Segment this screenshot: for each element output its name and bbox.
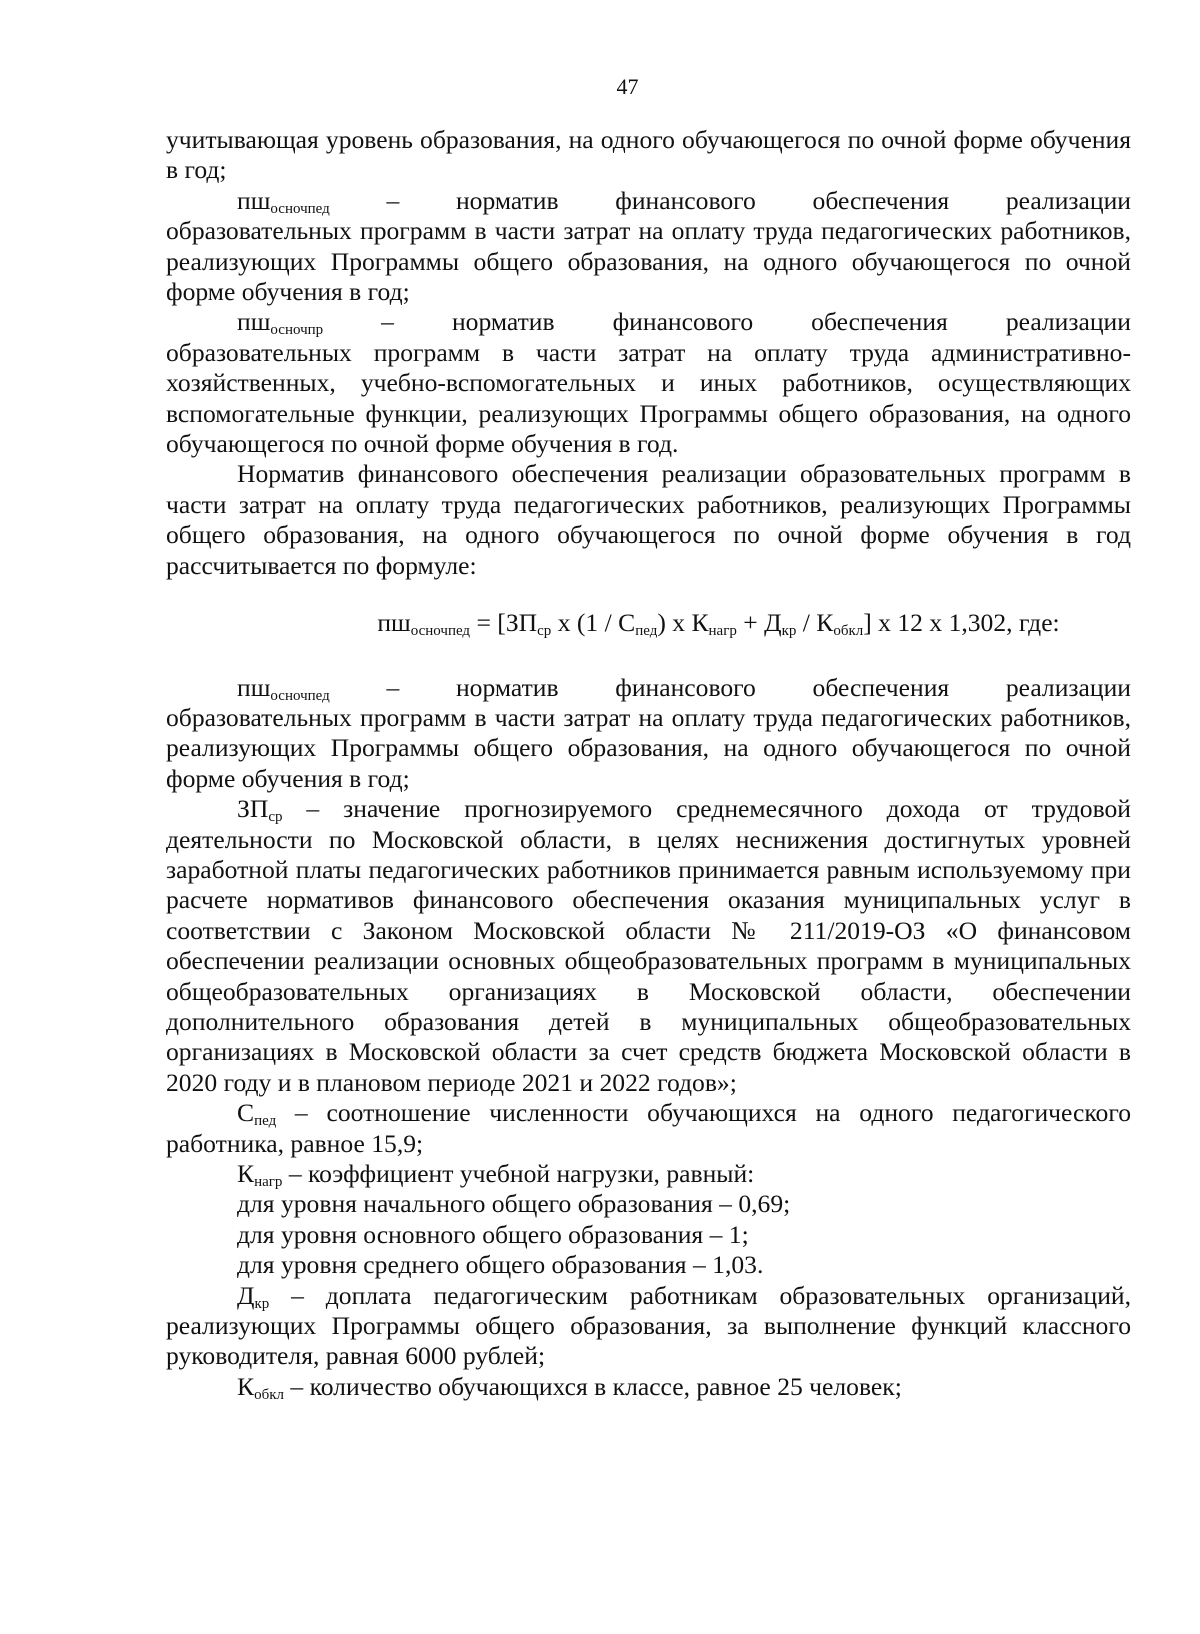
paragraph: образовательных программ в части затрат на оплату труда педагогических работников, реализующих Программы общего образования, на одного обучающегося по очной форме обучения в год; xyxy=(166,702,1131,793)
word: реализации xyxy=(1005,307,1131,337)
word: финансового xyxy=(615,185,756,215)
word: норматив xyxy=(455,185,559,215)
word: – xyxy=(386,672,400,702)
paragraph: $К_{обкл}$ – количество обучающихся в классе, равное 25 человек; xyxy=(237,1371,902,1403)
word: обеспечения xyxy=(811,307,948,337)
word: реализации xyxy=(1005,185,1131,215)
paragraph: образовательных программ в части затрат на оплату труда педагогических работников, реализующих Программы общего образования, на одного обучающегося по очной форме обучения в год; xyxy=(166,216,1131,307)
formula: $пш_{осночпед} = [ЗП_{ср}$ х $(1 / С_{пед})$ х $К_{нагр} + Д_{кр} / К_{обкл}$] х 12 х 1,302, где: xyxy=(377,608,1060,640)
definition-head xyxy=(166,186,1131,216)
paragraph: Норматив финансового обеспечения реализации образовательных программ в части затрат на оплату труда педагогических работников, реализующих Программы общего образования, на одного обучающегося по очной форме обучения в год рассчитывается по формуле: xyxy=(166,459,1131,580)
word: финансового xyxy=(615,672,756,702)
definition-head xyxy=(166,673,1131,703)
paragraph: $С_{пед}$ – соотношение численности обучающихся на одного педагогического работника, равное 15,9; xyxy=(166,1098,1131,1158)
document-body xyxy=(166,125,1131,1402)
word: норматив xyxy=(451,307,555,337)
definition-head xyxy=(166,307,1131,337)
word: норматив xyxy=(455,672,559,702)
paragraph: учитывающая уровень образования, на одного обучающегося по очной форме обучения в год; xyxy=(166,125,1131,185)
word: реализации xyxy=(1005,672,1131,702)
term: $пш_{осночпед}$ xyxy=(237,185,330,217)
word: финансового xyxy=(612,307,754,337)
paragraph: образовательных программ в части затрат на оплату труда административно-хозяйственных, учебно-вспомогательных и иных работников, осуществляющих вспомогательные функции, реализующих Программы общего образования, на одного обучающегося по очной форме обучения в год. xyxy=(166,337,1131,459)
paragraph: для уровня среднего общего образования – 1,03. xyxy=(237,1250,764,1280)
term: $пш_{осночпр}$ xyxy=(237,307,324,339)
word: – xyxy=(386,185,400,215)
page-number: 47 xyxy=(616,74,639,99)
word: – xyxy=(381,307,394,337)
word: обеспечения xyxy=(812,672,950,702)
paragraph: $К_{нагр}$ – коэффициент учебной нагрузки, равный: xyxy=(237,1159,755,1190)
paragraph: для уровня основного общего образования – 1; xyxy=(237,1219,749,1249)
paragraph: для уровня начального общего образования – 0,69; xyxy=(237,1189,791,1219)
paragraph: $ЗП_{ср}$ – значение прогнозируемого среднемесячного дохода от трудовой деятельности по Московской области, в целях неснижения достигнутых уровней заработной платы педагогических работников принимается равным используемому при расчете нормативов финансового обеспечения оказания муниципальных услуг в соответствии с Законом Московской области № 211/2019-ОЗ «О финансовом обеспечении реализации основных общеобразовательных программ в муниципальных общеобразовательных организациях в Московской области, обеспечении дополнительного образования детей в муниципальных общеобразовательных организациях в Московской области за счет средств бюджета Московской области в 2020 году и в плановом периоде 2021 и 2022 годов»; xyxy=(166,794,1131,1097)
term: $пш_{осночпед}$ xyxy=(237,672,330,704)
paragraph: $Д_{кр}$ – доплата педагогическим работникам образовательных организаций, реализующих Программы общего образования, за выполнение функций классного руководителя, равная 6000 рублей; xyxy=(166,1280,1131,1371)
word: обеспечения xyxy=(812,185,950,215)
